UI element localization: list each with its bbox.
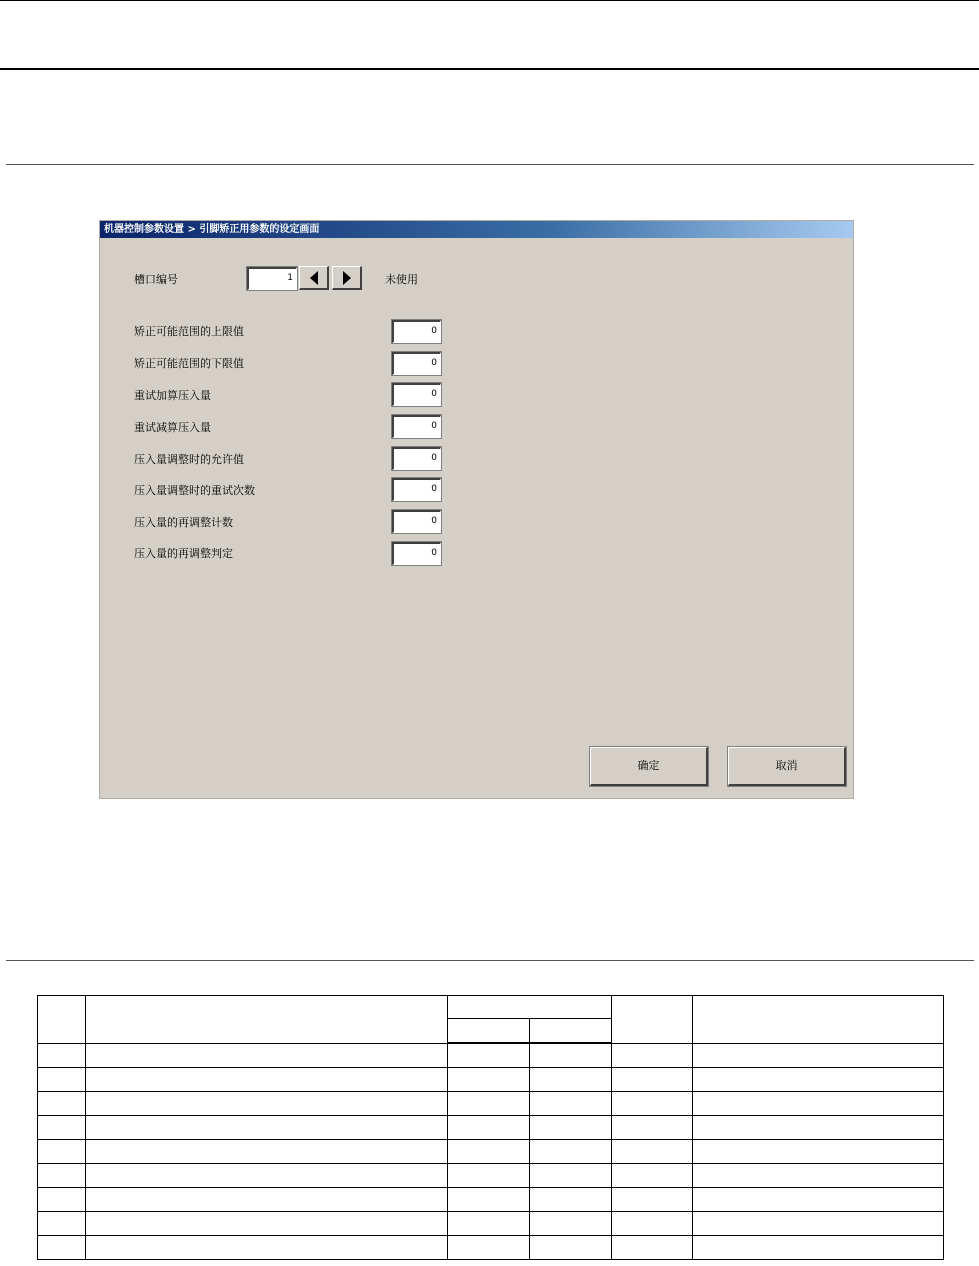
- table-header-cell: [86, 996, 448, 1044]
- section-rule-2: [6, 960, 974, 961]
- slot-next-button[interactable]: [332, 266, 362, 290]
- table-row: [38, 1043, 944, 1068]
- param-label-allowance: 压入量调整时的允许值: [134, 453, 244, 466]
- header-rule: [0, 68, 979, 70]
- table-header-cell: [38, 996, 86, 1044]
- table-header-cell: [448, 1019, 530, 1044]
- table-row: [38, 1212, 944, 1236]
- param-label-retry-count: 压入量调整时的重试次数: [134, 484, 255, 497]
- table-row: [38, 1188, 944, 1212]
- param-label-readjust-judge: 压入量的再调整判定: [134, 547, 233, 560]
- table-row: [38, 1140, 944, 1164]
- param-field-retry-subtract[interactable]: 0: [392, 415, 441, 438]
- slot-number-label: 槽口编号: [134, 273, 178, 286]
- param-field-retry-add[interactable]: 0: [392, 383, 441, 406]
- slot-number-field[interactable]: 1: [247, 267, 297, 290]
- top-border: [0, 0, 979, 1]
- triangle-left-icon: [310, 271, 318, 285]
- param-label-upper-limit: 矫正可能范围的上限值: [134, 325, 244, 338]
- table-row: [38, 1116, 944, 1140]
- table-header-cell: [530, 1019, 612, 1044]
- cancel-button[interactable]: 取消: [728, 747, 846, 786]
- param-label-readjust-count: 压入量的再调整计数: [134, 516, 233, 529]
- param-field-readjust-count[interactable]: 0: [392, 510, 441, 533]
- param-field-readjust-judge[interactable]: 0: [392, 542, 441, 565]
- param-label-lower-limit: 矫正可能范围的下限值: [134, 357, 244, 370]
- table-header-cell: [693, 996, 944, 1044]
- triangle-right-icon: [343, 271, 351, 285]
- dialog-title: 机器控制参数设置 > 引脚矫正用参数的设定画面: [100, 221, 853, 238]
- param-field-allowance[interactable]: 0: [392, 447, 441, 470]
- ok-button[interactable]: 确定: [590, 747, 708, 786]
- param-label-retry-add: 重试加算压入量: [134, 389, 211, 402]
- param-label-retry-subtract: 重试减算压入量: [134, 421, 211, 434]
- spec-table: [37, 995, 944, 1260]
- table-row: [38, 1164, 944, 1188]
- table-row: [38, 1236, 944, 1260]
- table-header-row: [38, 996, 944, 1019]
- param-field-upper-limit[interactable]: 0: [392, 320, 441, 343]
- pin-correction-dialog: [99, 220, 854, 799]
- param-field-lower-limit[interactable]: 0: [392, 352, 441, 375]
- table-header-cell: [612, 996, 693, 1044]
- table-row: [38, 1068, 944, 1092]
- param-field-retry-count[interactable]: 0: [392, 478, 441, 501]
- table-row: [38, 1092, 944, 1116]
- slot-status-text: 未使用: [385, 273, 418, 286]
- slot-prev-button[interactable]: [299, 266, 329, 290]
- section-rule: [6, 164, 974, 165]
- table-header-cell: [448, 996, 612, 1019]
